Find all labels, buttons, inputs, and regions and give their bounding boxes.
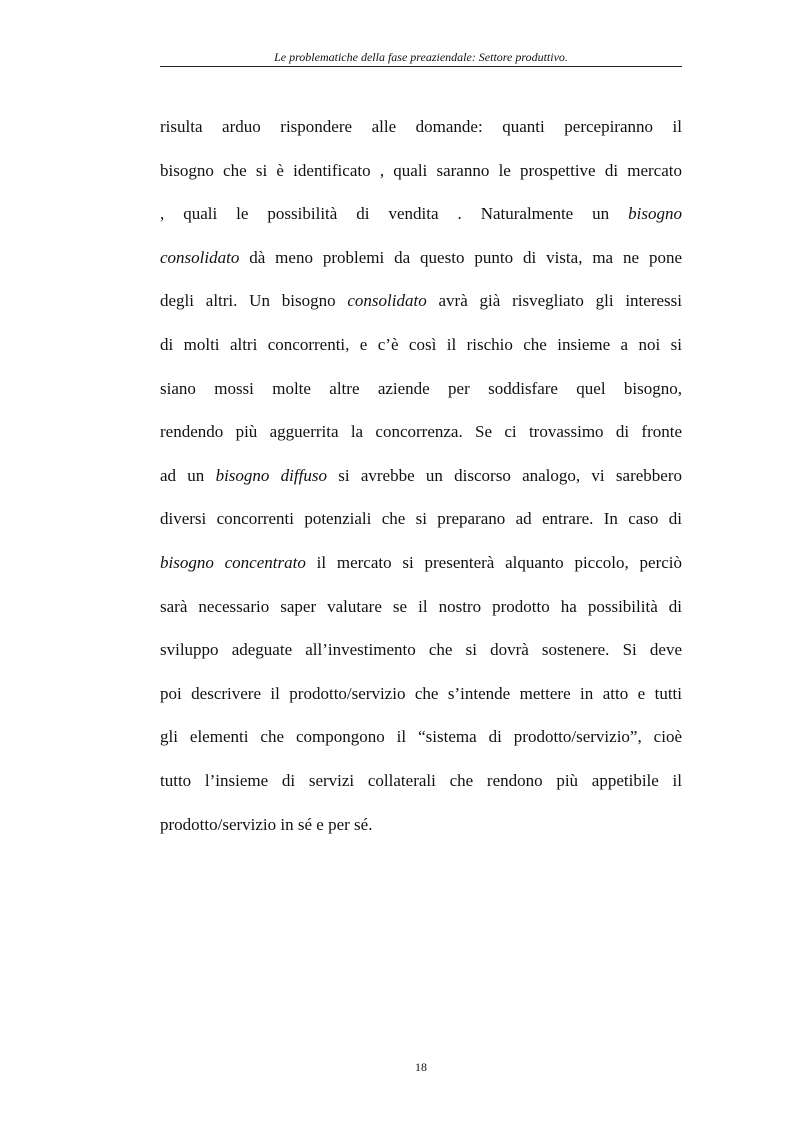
text-line: siano mossi molte altre aziende per soddisfare quel bisogno, bbox=[160, 378, 682, 398]
text-line: diversi concorrenti potenziali che si preparano ad entrare. In caso di bbox=[160, 509, 682, 529]
body-paragraph bbox=[160, 108, 682, 849]
text-line: sarà necessario saper valutare se il nostro prodotto ha possibilità di bbox=[160, 596, 682, 616]
text-line: bisogno concentrato il mercato si presenterà alquanto piccolo, perciò bbox=[160, 552, 682, 572]
text-line: gli elementi che compongono il “sistema di prodotto/servizio”, cioè bbox=[160, 727, 682, 747]
page-number: 18 bbox=[415, 1060, 427, 1074]
text-line: tutto l’insieme di servizi collaterali che rendono più appetibile il bbox=[160, 770, 682, 790]
text-line: ad un bisogno diffuso si avrebbe un discorso analogo, vi sarebbero bbox=[160, 465, 682, 485]
text-line: prodotto/servizio in sé e per sé. bbox=[160, 814, 373, 834]
text-line: consolidato dà meno problemi da questo punto di vista, ma ne pone bbox=[160, 247, 682, 267]
emphasis-term: bisogno concentrato bbox=[160, 552, 306, 572]
running-header: Le problematiche della fase preaziendale: Settore produttivo. bbox=[274, 50, 568, 64]
text-line: di molti altri concorrenti, e c’è così il rischio che insieme a noi si bbox=[160, 334, 682, 354]
emphasis-term: consolidato bbox=[347, 291, 427, 311]
emphasis-term: bisogno bbox=[628, 204, 682, 224]
text-line: risulta arduo rispondere alle domande: quanti percepiranno il bbox=[160, 117, 682, 136]
emphasis-term: consolidato bbox=[160, 247, 240, 267]
text-line: rendendo più agguerrita la concorrenza. Se ci trovassimo di fronte bbox=[160, 422, 682, 442]
text-line: poi descrivere il prodotto/servizio che s’intende mettere in atto e tutti bbox=[160, 683, 682, 703]
text-line: bisogno che si è identificato , quali saranno le prospettive di mercato bbox=[160, 160, 682, 180]
text-line: , quali le possibilità di vendita . Naturalmente un bisogno bbox=[160, 204, 682, 224]
text-line: degli altri. Un bisogno consolidato avrà già risvegliato gli interessi bbox=[160, 291, 682, 311]
text-line: sviluppo adeguate all’investimento che si dovrà sostenere. Si deve bbox=[160, 640, 682, 660]
header-rule bbox=[160, 66, 682, 67]
emphasis-term: bisogno diffuso bbox=[215, 465, 327, 485]
